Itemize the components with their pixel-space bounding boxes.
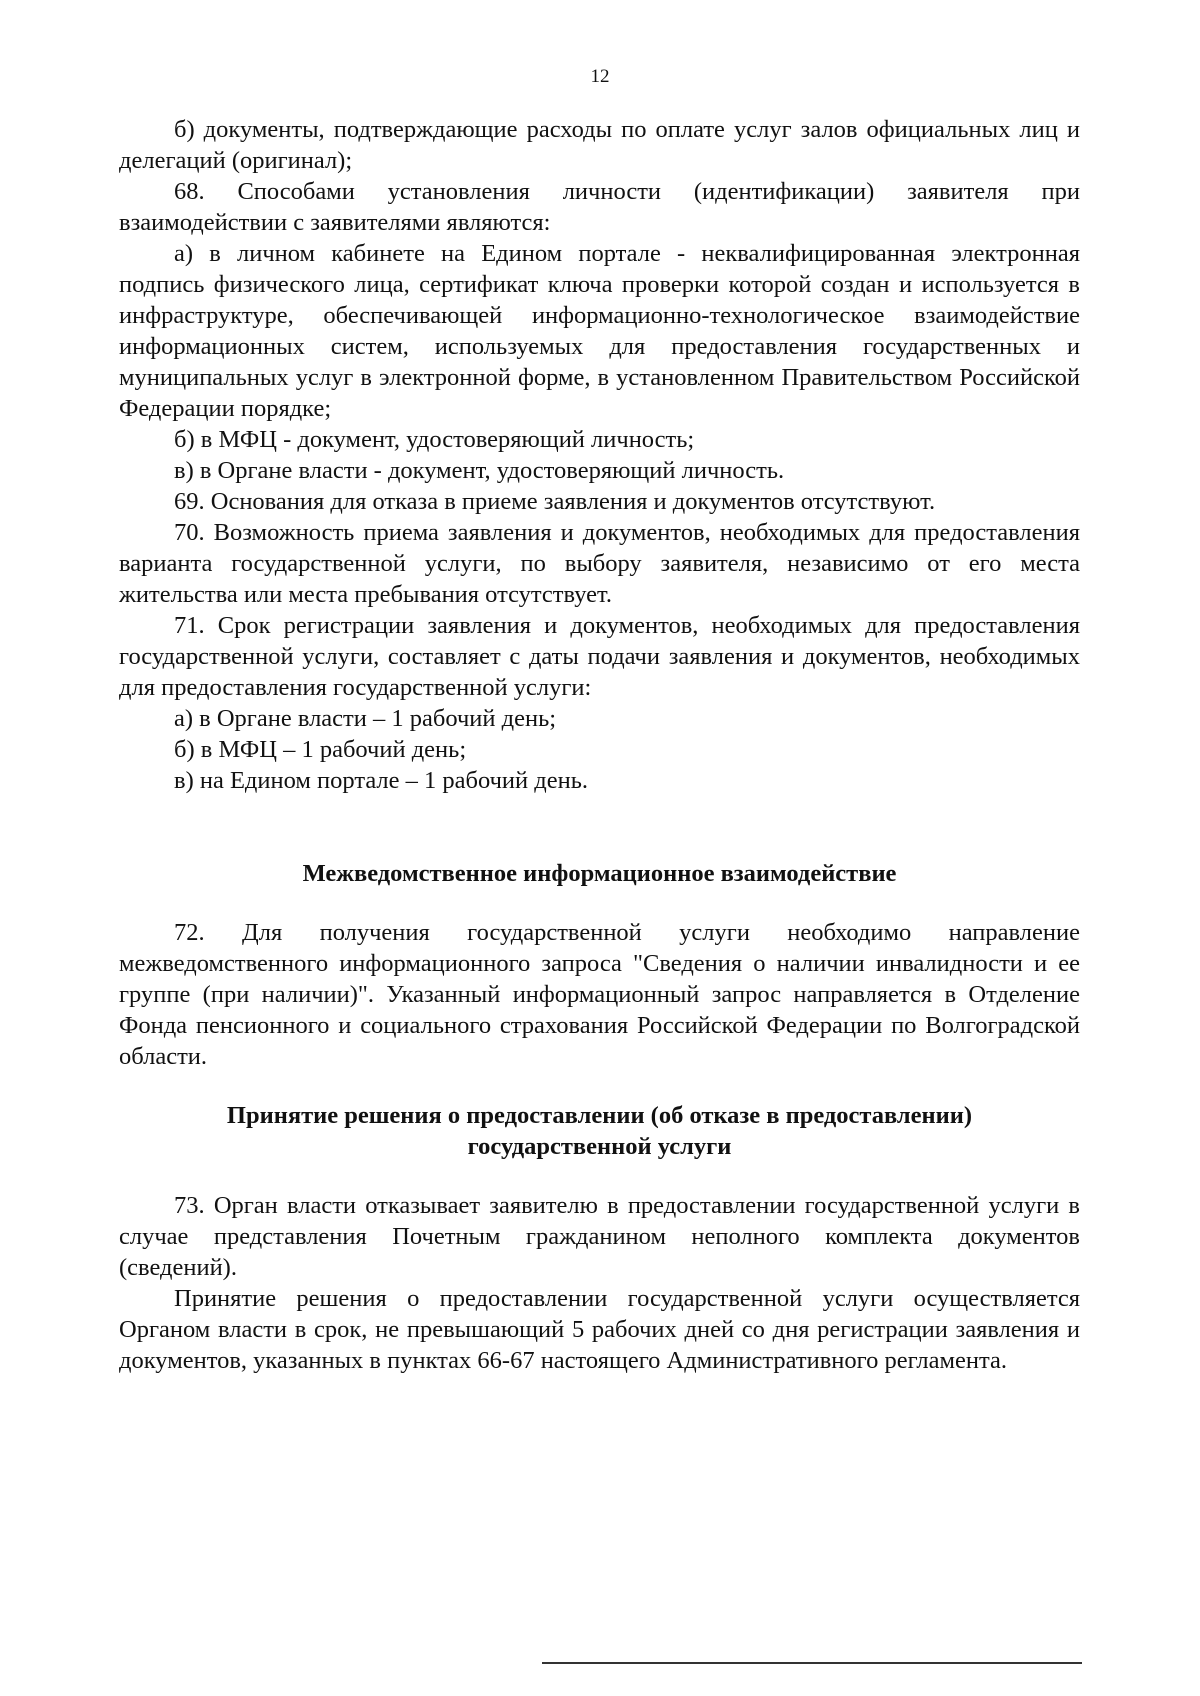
- paragraph-67b: б) документы, подтверждающие расходы по оплате услуг залов официальных лиц и делегаций (оригинал);: [119, 116, 1080, 174]
- paragraph-71a: а) в Органе власти – 1 рабочий день;: [174, 705, 557, 732]
- spacer: [119, 889, 1080, 917]
- paragraph-68a: а) в личном кабинете на Едином портале - неквалифицированная электронная подпись физического лица, сертификат ключа проверки которой создан и используется в инфраструктуре, обеспечивающей информационно-технологическое взаимодействие информационных систем, используемых для предоставления государственных и муниципальных услуг в электронной форме, в установленном Правительством Российской Федерации порядке;: [119, 240, 1080, 422]
- footer-rule: [542, 1662, 1082, 1664]
- page-number: 12: [590, 66, 610, 87]
- paragraph-71: 71. Срок регистрации заявления и документов, необходимых для предоставления государственной услуги, составляет с даты подачи заявления и документов, необходимых для предоставления государственной услуги:: [119, 612, 1080, 701]
- paragraph-69: 69. Основания для отказа в приеме заявления и документов отсутствуют.: [174, 488, 936, 515]
- section-heading-decision-line1: Принятие решения о предоставлении (об отказе в предоставлении): [226, 1102, 973, 1129]
- paragraph-70: 70. Возможность приема заявления и документов, необходимых для предоставления варианта государственной услуги, по выбору заявителя, независимо от его места жительства или места пребывания отсутствует.: [119, 519, 1080, 608]
- paragraph-68b: б) в МФЦ - документ, удостоверяющий личность;: [174, 426, 695, 453]
- spacer: [119, 1072, 1080, 1100]
- paragraph-73-decision: Принятие решения о предоставлении государственной услуги осуществляется Органом власти в срок, не превышающий 5 рабочих дней со дня регистрации заявления и документов, указанных в пунктах 66-67 настоящего Административного регламента.: [119, 1285, 1080, 1374]
- paragraph-68c: в) в Органе власти - документ, удостоверяющий личность.: [174, 457, 785, 484]
- section-heading-decision: [119, 1100, 1080, 1162]
- paragraph-73: 73. Орган власти отказывает заявителю в предоставлении государственной услуги в случае представления Почетным гражданином неполного комплекта документов (сведений).: [119, 1192, 1080, 1281]
- paragraph-71b: б) в МФЦ – 1 рабочий день;: [174, 736, 467, 763]
- spacer: [119, 1162, 1080, 1190]
- spacer: [119, 796, 1080, 858]
- paragraph-68: 68. Способами установления личности (идентификации) заявителя при взаимодействии с заявителями являются:: [119, 178, 1080, 236]
- section-heading-interagency: Межведомственное информационное взаимодействие: [302, 860, 897, 887]
- paragraph-72: 72. Для получения государственной услуги необходимо направление межведомственного информационного запроса "Сведения о наличии инвалидности и ее группе (при наличии)". Указанный информационный запрос направляется в Отделение Фонда пенсионного и социального страхования Российской Федерации по Волгоградской области.: [119, 919, 1080, 1070]
- section-heading-decision-line2: государственной услуги: [467, 1133, 732, 1160]
- document-body: [119, 114, 1080, 1376]
- paragraph-71c: в) на Едином портале – 1 рабочий день.: [174, 767, 589, 794]
